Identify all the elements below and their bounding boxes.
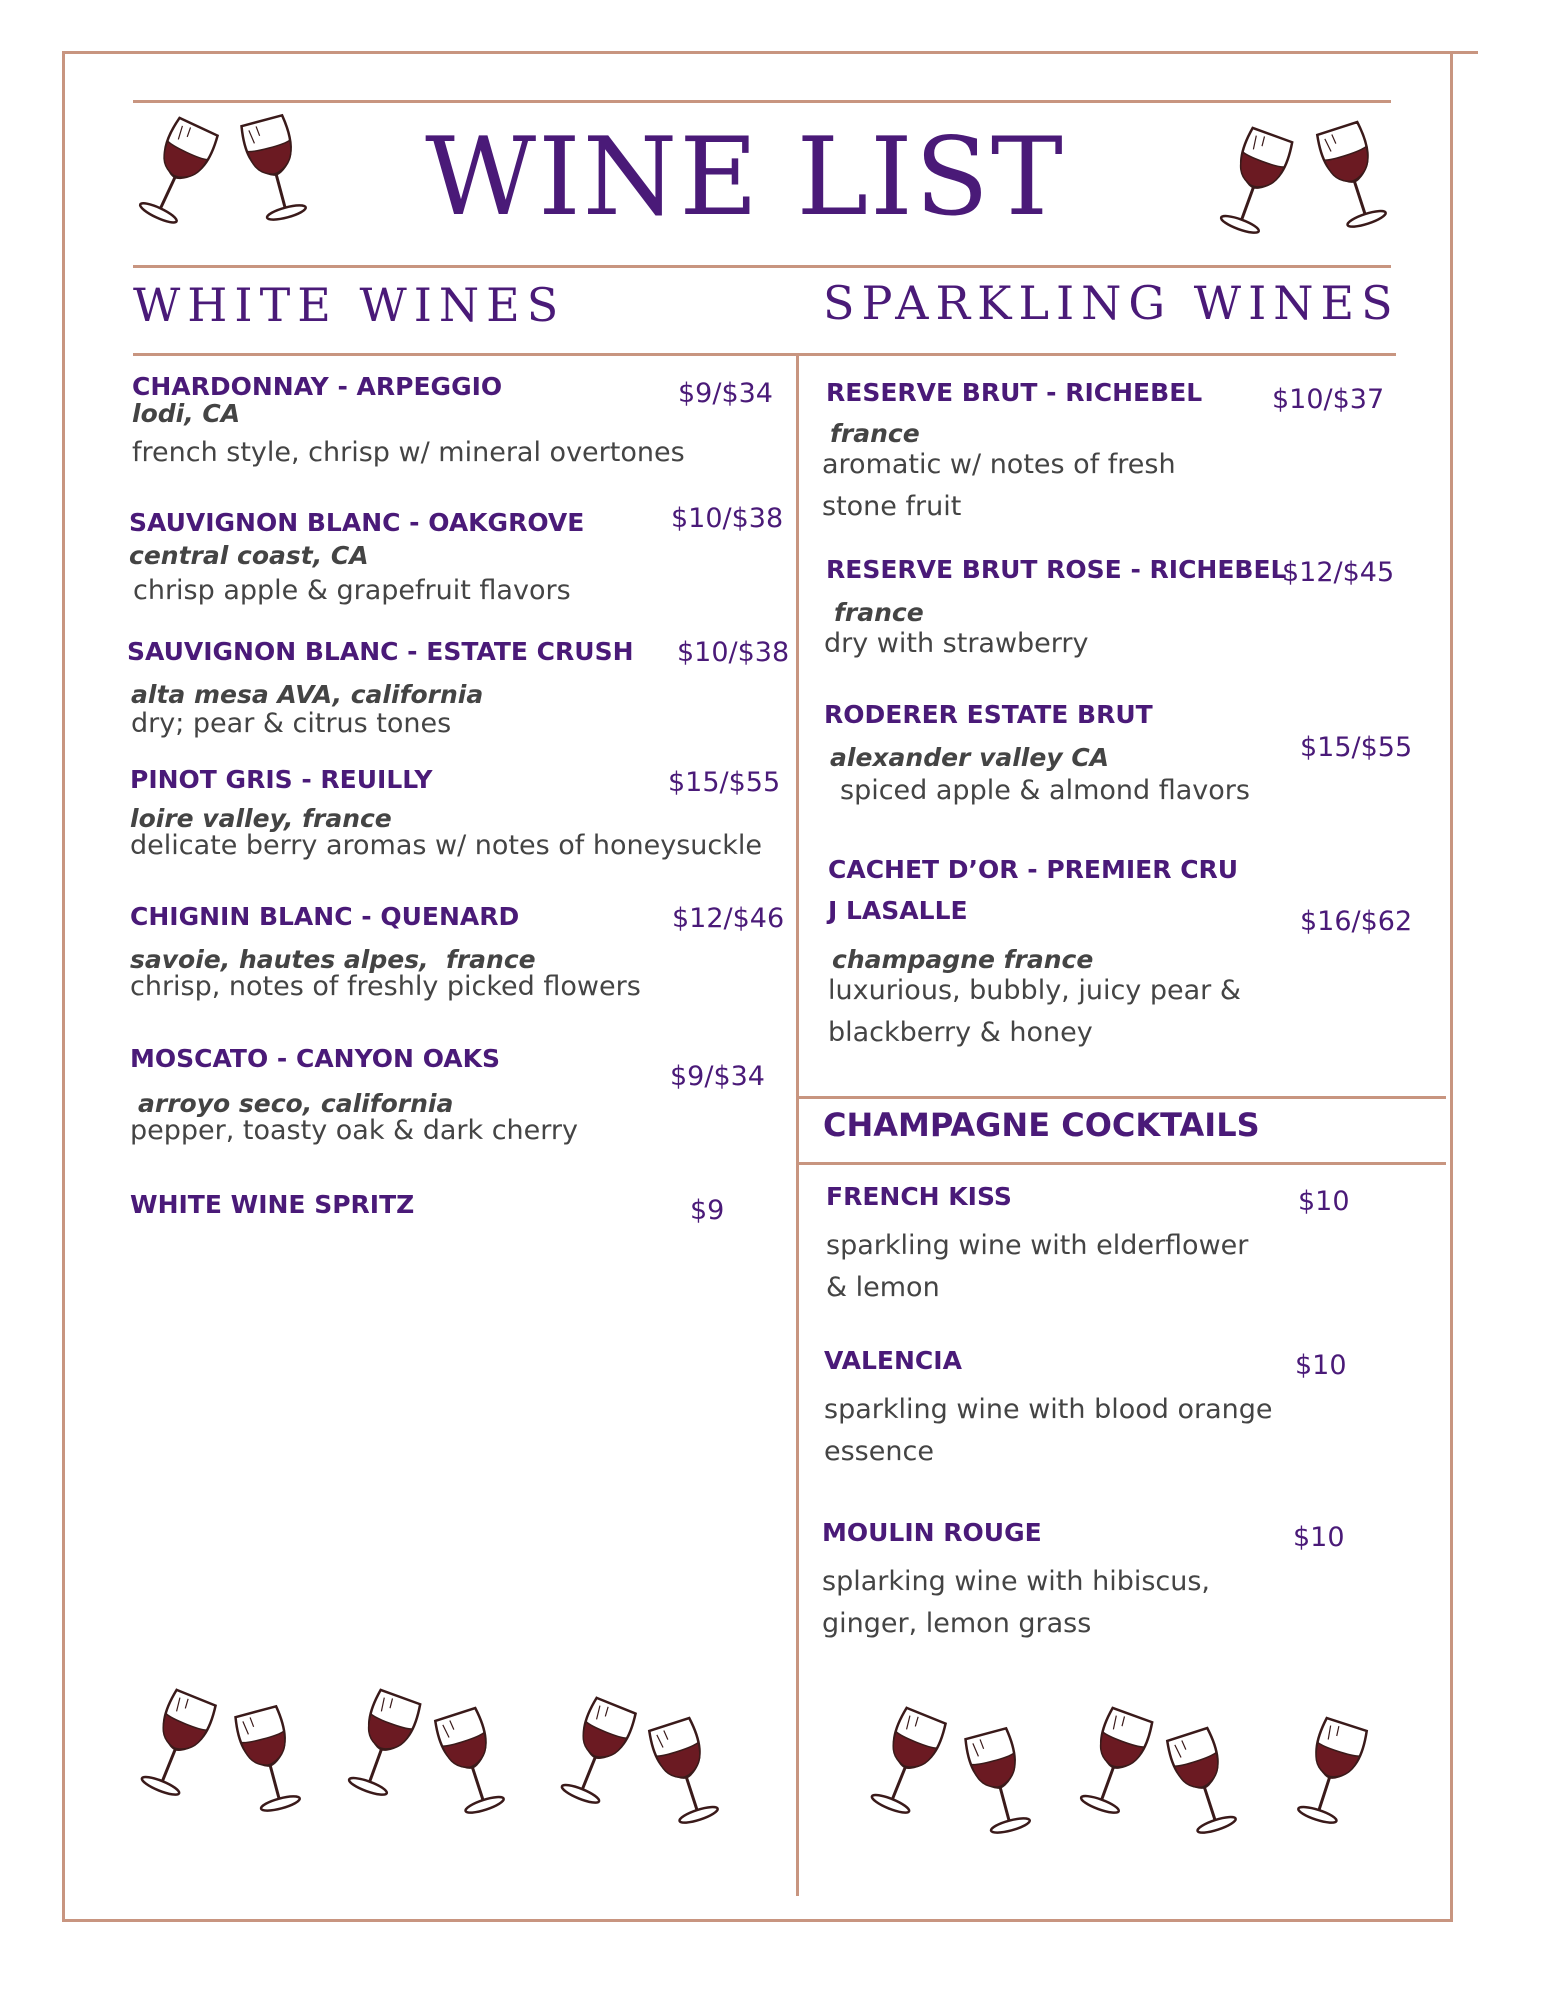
cocktail-description: sparkling wine with blood orange bbox=[824, 1394, 1273, 1425]
wine-price: $12/$45 bbox=[1282, 557, 1395, 588]
wine-description: french style, chrisp w/ mineral overtones bbox=[132, 437, 685, 468]
wine-region: lodi, CA bbox=[132, 399, 241, 428]
white-wine-item bbox=[130, 1044, 578, 1152]
column-divider bbox=[796, 356, 799, 1896]
cocktail-price: $10 bbox=[1293, 1522, 1345, 1553]
wine-description: dry; pear & citrus tones bbox=[131, 708, 452, 739]
wine-region: alta mesa AVA, california bbox=[131, 680, 484, 709]
wine-name: SAUVIGNON BLANC - OAKGROVE bbox=[129, 508, 585, 537]
wine-region: france bbox=[834, 598, 924, 627]
sparkling-wine-item bbox=[822, 378, 1203, 528]
wine-region: champagne france bbox=[832, 945, 1094, 974]
frame-left bbox=[62, 51, 65, 1922]
wine-price: $12/$46 bbox=[672, 903, 785, 934]
champagne-cocktails-heading: CHAMPAGNE COCKTAILS bbox=[823, 1106, 1260, 1144]
white-wine-item bbox=[129, 508, 584, 612]
white-wine-item bbox=[132, 372, 685, 474]
wine-price: $15/$55 bbox=[1300, 732, 1413, 763]
wine-glass-icon bbox=[633, 1709, 737, 1836]
wine-name: MOSCATO - CANYON OAKS bbox=[130, 1044, 500, 1073]
sparkling-wine-item bbox=[828, 855, 1241, 1054]
sparkling-wine-item bbox=[824, 700, 1250, 812]
wine-glass-icon bbox=[1061, 1699, 1168, 1828]
wine-region: central coast, CA bbox=[129, 541, 369, 570]
wine-description: aromatic w/ notes of fresh bbox=[822, 449, 1176, 480]
wine-price: $16/$62 bbox=[1300, 906, 1413, 937]
wine-description: pepper, toasty oak & dark cherry bbox=[130, 1115, 578, 1146]
wine-name: WHITE WINE SPRITZ bbox=[130, 1190, 415, 1219]
cocktail-description: splarking wine with hibiscus, bbox=[822, 1566, 1211, 1597]
cocktail-price: $10 bbox=[1298, 1186, 1350, 1217]
wine-name: CHIGNIN BLANC - QUENARD bbox=[130, 902, 520, 931]
wine-name: J LASALLE bbox=[828, 896, 968, 925]
wine-description: chrisp apple & grapefruit flavors bbox=[133, 575, 571, 606]
wine-price: $9 bbox=[690, 1195, 725, 1226]
wine-region: savoie, hautes alpes, france bbox=[130, 945, 536, 974]
wine-glass-icon bbox=[949, 1720, 1049, 1845]
cocktails-rule-bottom bbox=[796, 1162, 1446, 1165]
white-wine-item bbox=[127, 637, 634, 745]
wine-price: $15/$55 bbox=[668, 767, 781, 798]
white-wines-heading: WHITE WINES bbox=[133, 278, 566, 332]
wine-region: alexander valley CA bbox=[830, 743, 1110, 772]
wine-glass-icon bbox=[122, 1680, 232, 1810]
cocktail-name: VALENCIA bbox=[824, 1346, 962, 1375]
wine-glass-icon bbox=[1151, 1719, 1255, 1846]
white-wine-item bbox=[130, 1190, 414, 1219]
wine-region: france bbox=[830, 419, 920, 448]
cocktails-rule-top bbox=[796, 1096, 1446, 1099]
wine-glass-icon bbox=[542, 1688, 652, 1818]
wine-price: $10/$37 bbox=[1272, 384, 1385, 415]
wine-name: SAUVIGNON BLANC - ESTATE CRUSH bbox=[127, 637, 634, 666]
wine-glass-icon bbox=[219, 1698, 319, 1823]
cocktail-description: sparkling wine with elderflower bbox=[826, 1230, 1249, 1261]
wine-name: RESERVE BRUT ROSE - RICHEBEL bbox=[826, 555, 1287, 584]
cocktail-name: FRENCH KISS bbox=[826, 1182, 1012, 1211]
wine-glass-icon bbox=[852, 1698, 962, 1828]
wine-region: arroyo seco, california bbox=[138, 1089, 454, 1118]
frame-top bbox=[62, 51, 1478, 54]
wine-description: spiced apple & almond flavors bbox=[840, 775, 1250, 806]
wine-description: chrisp, notes of freshly picked flowers bbox=[130, 971, 641, 1002]
cocktail-description: & lemon bbox=[826, 1271, 940, 1303]
wine-name: CHARDONNAY - ARPEGGIO bbox=[132, 372, 503, 401]
cocktail-description: essence bbox=[824, 1435, 934, 1467]
cocktail-description: ginger, lemon grass bbox=[822, 1607, 1092, 1639]
wine-region: loire valley, france bbox=[130, 804, 392, 833]
wine-price: $10/$38 bbox=[671, 503, 784, 534]
cocktail-item bbox=[824, 1346, 1273, 1473]
wine-name: CACHET D’OR - PREMIER CRU bbox=[828, 855, 1239, 884]
wine-price: $9/$34 bbox=[678, 378, 773, 409]
wine-glass-icon bbox=[419, 1699, 523, 1826]
title-rule-bottom bbox=[133, 265, 1391, 268]
frame-right bbox=[1450, 51, 1453, 1922]
cocktail-item bbox=[822, 1518, 1210, 1645]
wine-description: luxurious, bubbly, juicy pear & bbox=[828, 975, 1241, 1006]
sparkling-wine-item bbox=[826, 555, 1287, 665]
wine-glass-icon bbox=[329, 1681, 436, 1810]
cocktail-price: $10 bbox=[1295, 1350, 1347, 1381]
heading-rule bbox=[133, 353, 1396, 356]
cocktail-name: MOULIN ROUGE bbox=[822, 1518, 1042, 1547]
wine-description: stone fruit bbox=[822, 490, 962, 522]
wine-description: blackberry & honey bbox=[828, 1016, 1093, 1048]
page-title: WINE LIST bbox=[425, 115, 1065, 240]
title-rule-top bbox=[133, 100, 1391, 103]
wine-name: RODERER ESTATE BRUT bbox=[824, 700, 1153, 729]
sparkling-wines-heading: SPARKLING WINES bbox=[823, 276, 1400, 330]
cocktail-item bbox=[826, 1182, 1248, 1309]
wine-name: PINOT GRIS - REUILLY bbox=[130, 765, 433, 794]
wine-description: delicate berry aromas w/ notes of honeysuckle bbox=[130, 830, 762, 861]
white-wine-item bbox=[130, 902, 641, 1008]
wine-glass-icon bbox=[1279, 1709, 1383, 1836]
wine-description: dry with strawberry bbox=[824, 628, 1089, 659]
wine-price: $10/$38 bbox=[677, 637, 790, 668]
frame-bottom bbox=[62, 1919, 1453, 1922]
wine-name: RESERVE BRUT - RICHEBEL bbox=[826, 378, 1203, 407]
wine-price: $9/$34 bbox=[670, 1061, 765, 1092]
